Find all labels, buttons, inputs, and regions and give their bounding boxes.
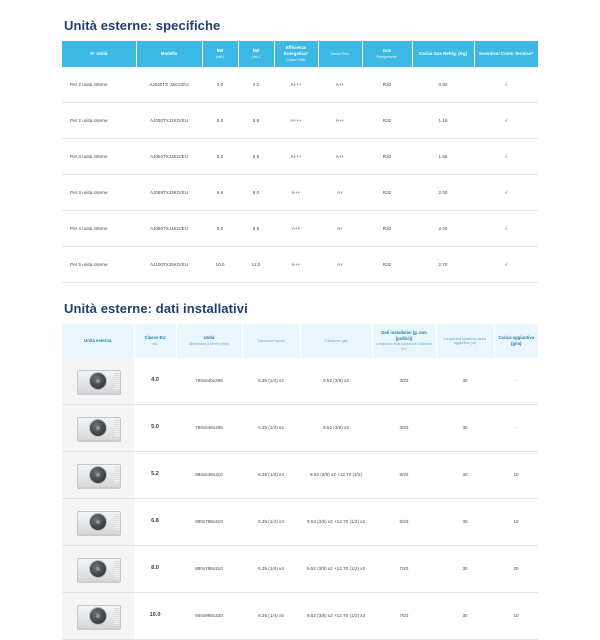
cell-length: 70/3 [372, 545, 436, 592]
cell-charge: 1.55 [412, 138, 474, 174]
specs-table-body [62, 67, 538, 283]
install-col-unit: Unità esterna [62, 324, 134, 358]
cell-dims: 790x540x285 [176, 358, 242, 405]
install-col-gas: Tubazione gas [300, 324, 372, 358]
cell-dims: 880x638x310 [176, 451, 242, 498]
table-row [62, 174, 538, 210]
cell-length: 75/3 [372, 592, 436, 639]
install-table-body [62, 358, 538, 640]
specs-col-class-heat: Classe Risc. [318, 41, 362, 67]
cell-capacity: 5.2 [134, 451, 176, 498]
outdoor-unit-icon [72, 460, 124, 490]
cell-max-length: 30 [436, 404, 494, 451]
cell-incentive: √ [474, 138, 538, 174]
table-row [62, 545, 538, 592]
cell-gas: 9.52 (3/8) x2 +12.70 (1/2) x2 [300, 545, 372, 592]
cell-incentive: √ [474, 67, 538, 103]
cell-units: Per 5 unità interne [62, 246, 136, 282]
cell-kw-heat: 9.5 [238, 210, 274, 246]
outdoor-unit-icon [72, 413, 124, 443]
cell-extra-charge: 10 [494, 451, 538, 498]
cell-gas: 9.52 (3/8) x2 [300, 358, 372, 405]
specs-col-gas: Gas Refrigerante* [362, 41, 412, 67]
cell-capacity: 5.0 [134, 404, 176, 451]
cell-class-cool: A+++ [274, 102, 318, 138]
specs-col-incentive: Incentivo/ Conto Termico* [474, 41, 538, 67]
cell-extra-charge: 10 [494, 498, 538, 545]
cell-dims: 880x798x310 [176, 545, 242, 592]
specs-col-kw-heat: kW (risc.) [238, 41, 274, 67]
cell-gas: 9.52 (3/8) x2 +12.70 (1/2) x3 [300, 592, 372, 639]
table-row [62, 102, 538, 138]
cell-class-cool: A+++ [274, 67, 318, 103]
cell-liquid: 6.35 (1/4) x4 [242, 545, 300, 592]
cell-liquid: 6.35 (1/4) x3 [242, 451, 300, 498]
cell-incentive: √ [474, 102, 538, 138]
install-col-liquid: Tubazione liquido [242, 324, 300, 358]
cell-class-heat: A++ [318, 67, 362, 103]
cell-max-length: 30 [436, 358, 494, 405]
cell-unit-image [62, 404, 134, 451]
cell-units: Per 4 unità interne [62, 210, 136, 246]
install-col-class: Classe EU kW [134, 324, 176, 358]
cell-kw-cool: 10.0 [202, 246, 238, 282]
outdoor-unit-icon [72, 366, 124, 396]
specs-col-model: Modello [136, 41, 202, 67]
specs-col-class-cool: Efficienza Energetica* Classe Raff. [274, 41, 318, 67]
cell-incentive: √ [474, 246, 538, 282]
cell-class-cool: A++ [274, 174, 318, 210]
page-title-specs: Unità esterne: specifiche [64, 18, 221, 33]
cell-max-length: 30 [436, 498, 494, 545]
cell-max-length: 30 [436, 451, 494, 498]
cell-charge: 2.70 [412, 246, 474, 282]
cell-capacity: 4.0 [134, 358, 176, 405]
specs-col-units: N° Unità [62, 41, 136, 67]
cell-unit-image [62, 358, 134, 405]
cell-incentive: √ [474, 174, 538, 210]
cell-extra-charge: 10 [494, 592, 538, 639]
cell-dims: 940x998x330 [176, 592, 242, 639]
cell-gas: R32 [362, 174, 412, 210]
cell-unit-image [62, 451, 134, 498]
cell-kw-cool: 5.0 [202, 102, 238, 138]
cell-gas: R32 [362, 210, 412, 246]
cell-units: Per 2 unità interne [62, 102, 136, 138]
install-table-header [62, 324, 538, 358]
page-title-install: Unità esterne: dati installativi [64, 300, 248, 316]
table-row [62, 67, 538, 103]
outdoor-unit-icon [72, 507, 124, 537]
cell-gas: 9.52 (3/8) x2 [300, 404, 372, 451]
install-col-extra-charge: Carica aggiuntiva (g/m) [494, 324, 538, 358]
cell-dims: 880x798x310 [176, 498, 242, 545]
table-row [62, 210, 538, 246]
cell-kw-heat: 5.6 [238, 102, 274, 138]
cell-capacity: 8.0 [134, 545, 176, 592]
install-col-max-length: Lunghezza Massima carica aggiuntiva (m) [436, 324, 494, 358]
cell-model: AJ100TXJ5KG/EU [136, 246, 202, 282]
cell-kw-cool: 6.8 [202, 174, 238, 210]
cell-length: 50/3 [372, 451, 436, 498]
cell-max-length: 30 [436, 592, 494, 639]
table-row [62, 498, 538, 545]
cell-charge: 2.00 [412, 210, 474, 246]
cell-gas: 9.52 (3/8) x2 +12.70 (1/2) x2 [300, 498, 372, 545]
cell-kw-heat: 12.0 [238, 246, 274, 282]
cell-class-heat: A++ [318, 138, 362, 174]
cell-class-heat: A+ [318, 210, 362, 246]
cell-capacity: 10.0 [134, 592, 176, 639]
cell-extra-charge: - [494, 358, 538, 405]
cell-kw-cool: 5.2 [202, 138, 238, 174]
cell-extra-charge: 20 [494, 545, 538, 592]
cell-class-heat: A+ [318, 246, 362, 282]
install-col-length: Dati installativi (g. mm (pollici)) Lunghezza Max tubazione/ Dislivello (m) [372, 324, 436, 358]
cell-unit-image [62, 498, 134, 545]
cell-units: Per 3 unità interne [62, 174, 136, 210]
cell-units: Per 3 unità interne [62, 138, 136, 174]
cell-model: AJ052TXJ3KG/EU [136, 138, 202, 174]
cell-liquid: 6.35 (1/4) x3 [242, 498, 300, 545]
cell-kw-heat: 6.5 [238, 138, 274, 174]
cell-charge: 1.18 [412, 102, 474, 138]
cell-dims: 790x548x285 [176, 404, 242, 451]
cell-max-length: 30 [436, 545, 494, 592]
install-table [62, 324, 538, 640]
cell-units: Per 2 unità interne [62, 67, 136, 103]
cell-kw-cool: 8.0 [202, 210, 238, 246]
cell-liquid: 6.35 (1/4) x2 [242, 404, 300, 451]
cell-length: 30/3 [372, 358, 436, 405]
cell-class-heat: A++ [318, 102, 362, 138]
cell-model: AJ050TXJ2KG/EU [136, 102, 202, 138]
cell-class-cool: A++ [274, 210, 318, 246]
table-row [62, 404, 538, 451]
cell-class-cool: A+++ [274, 138, 318, 174]
install-col-dims: Unità Dimensioni (LxPxH) (mm) [176, 324, 242, 358]
cell-class-cool: A++ [274, 246, 318, 282]
cell-capacity: 6.8 [134, 498, 176, 545]
cell-gas: R32 [362, 102, 412, 138]
cell-unit-image [62, 592, 134, 639]
cell-length: 50/3 [372, 498, 436, 545]
outdoor-unit-icon [72, 554, 124, 584]
table-row [62, 138, 538, 174]
specs-table [62, 41, 538, 283]
cell-extra-charge: - [494, 404, 538, 451]
outdoor-unit-icon [72, 601, 124, 631]
cell-gas: R32 [362, 246, 412, 282]
cell-unit-image [62, 545, 134, 592]
cell-gas: 9.52 (3/8) x2 +12.70 (1/2) [300, 451, 372, 498]
cell-kw-heat: 4.2 [238, 67, 274, 103]
specs-table-header [62, 41, 538, 67]
table-row [62, 358, 538, 405]
cell-gas: R32 [362, 138, 412, 174]
cell-model: AJ068TXJ3KG/EU [136, 174, 202, 210]
cell-length: 30/3 [372, 404, 436, 451]
table-row [62, 451, 538, 498]
specs-col-charge: Carica Gas Refrig. (Kg) [412, 41, 474, 67]
cell-liquid: 6.35 (1/4) x2 [242, 358, 300, 405]
cell-kw-cool: 4.0 [202, 67, 238, 103]
cell-class-heat: A+ [318, 174, 362, 210]
cell-kw-heat: 8.0 [238, 174, 274, 210]
table-row [62, 592, 538, 639]
cell-model: AJ080TXJ4KG/EU [136, 210, 202, 246]
table-row [62, 246, 538, 282]
cell-model: AJ040TX J2KG/EU [136, 67, 202, 103]
cell-incentive: √ [474, 210, 538, 246]
cell-liquid: 6.35 (1/4) x5 [242, 592, 300, 639]
cell-charge: 0.93 [412, 67, 474, 103]
cell-charge: 2.00 [412, 174, 474, 210]
specs-col-kw-cool: kW (raff.) [202, 41, 238, 67]
cell-gas: R32 [362, 67, 412, 103]
